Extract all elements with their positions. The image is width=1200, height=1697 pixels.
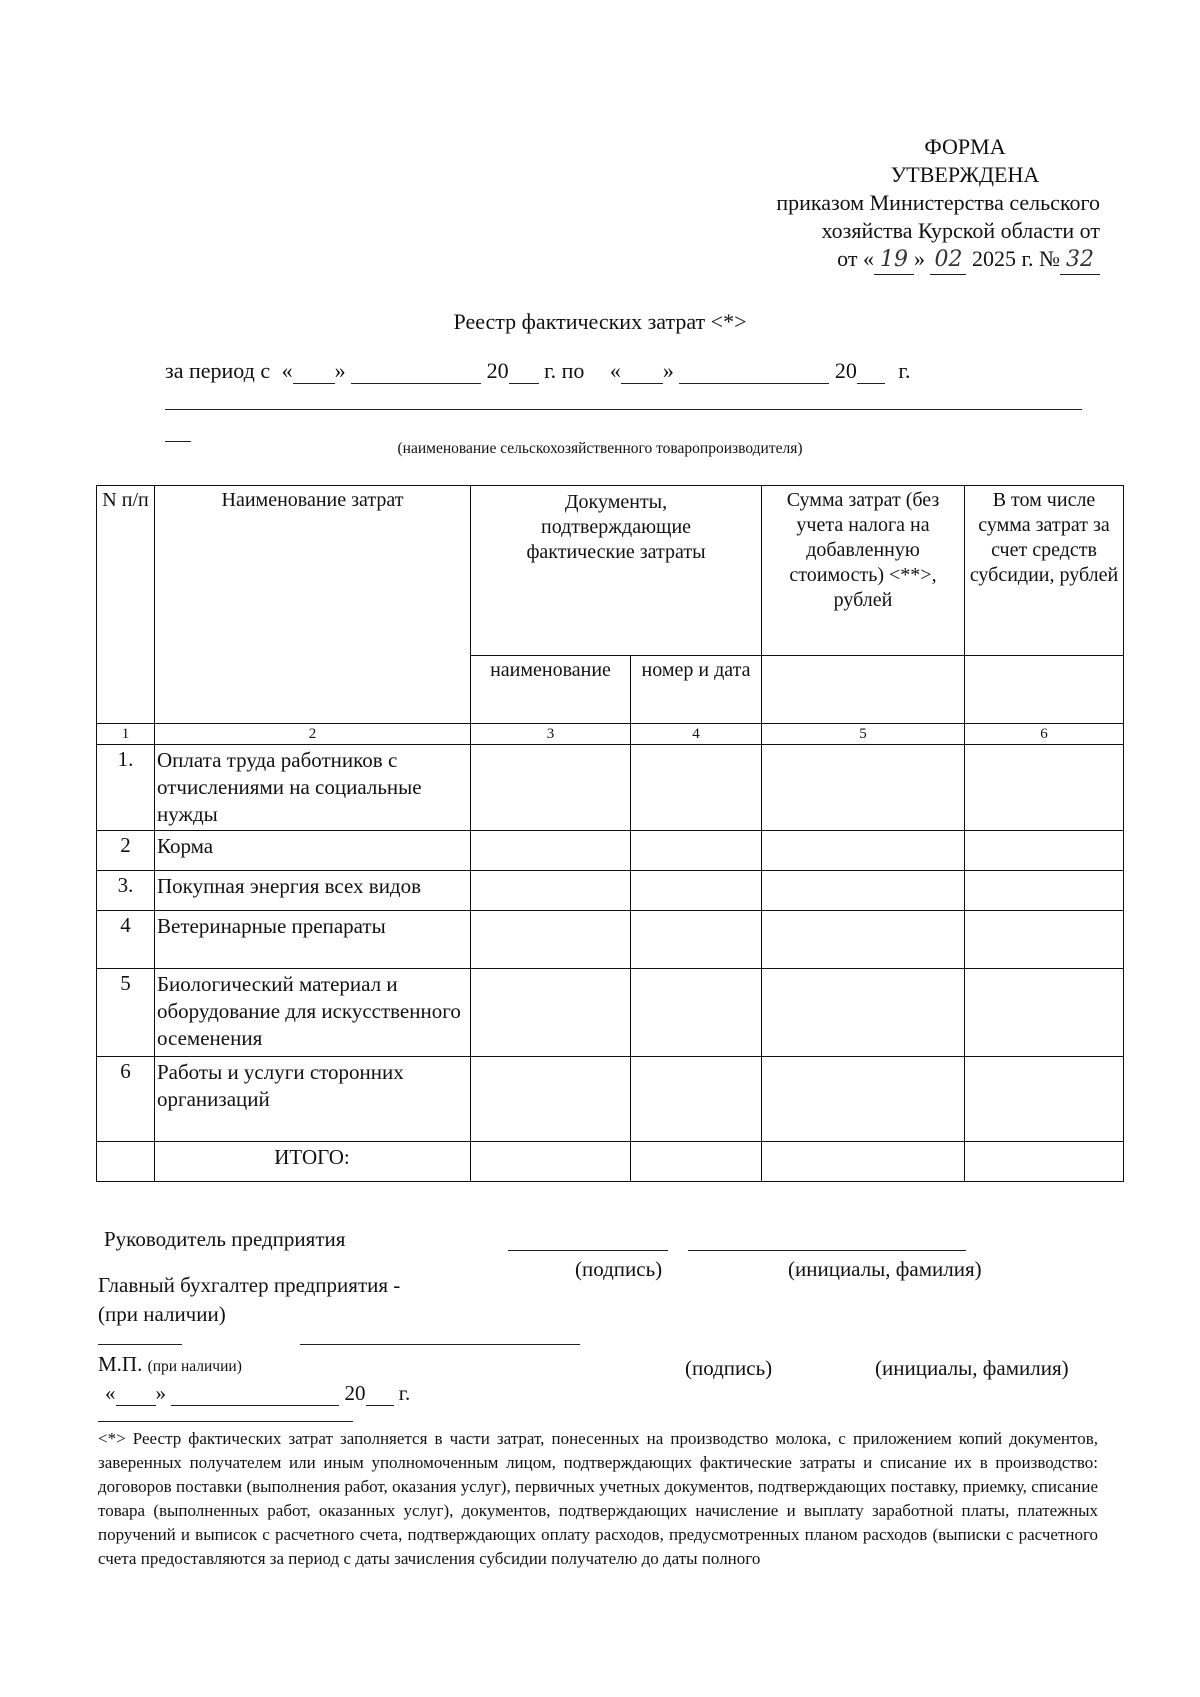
row-num: 2	[97, 831, 155, 871]
head-label: Руководитель предприятия	[104, 1227, 346, 1251]
total-label: ИТОГО:	[155, 1142, 471, 1182]
column-number: 6	[965, 724, 1124, 745]
cell-doc-name	[471, 871, 631, 911]
date-month-blank	[171, 1385, 339, 1406]
cell-doc-name	[471, 745, 631, 831]
column-number: 5	[762, 724, 965, 745]
cell-subsidy	[965, 871, 1124, 911]
stamp-line	[98, 1352, 242, 1377]
header-doc-number-date: номер и дата	[631, 656, 762, 724]
row-cost-name: Работы и услуги сторонних организаций	[155, 1057, 471, 1142]
approval-date-line: от « 19 » 02 2025 г. № 32	[680, 245, 1100, 275]
cell-doc-name	[471, 1057, 631, 1142]
cell-doc-number	[631, 969, 762, 1057]
approval-day: 19	[874, 246, 914, 275]
column-numbers-row	[97, 724, 1124, 745]
head-initials-caption: (инициалы, фамилия)	[788, 1257, 982, 1281]
cell-subsidy	[965, 969, 1124, 1057]
table-total-row	[97, 1142, 1124, 1182]
period-from-day-blank	[293, 361, 335, 384]
row-num: 4	[97, 911, 155, 969]
date-line: « » 20 г.	[105, 1381, 411, 1405]
total-sum	[762, 1142, 965, 1182]
cell-subsidy	[965, 831, 1124, 871]
footnote-separator	[98, 1421, 353, 1422]
cell-sum	[762, 911, 965, 969]
cell-doc-number	[631, 745, 762, 831]
cell-doc-number	[631, 911, 762, 969]
table-row	[97, 1057, 1124, 1142]
table-row	[97, 745, 1124, 831]
page-title: Реестр фактических затрат <*>	[453, 309, 747, 334]
header-doc-name: наименование	[471, 656, 631, 724]
period-line: за период с « » 20 г. по « » 20 г.	[165, 358, 911, 383]
cell-sum	[762, 969, 965, 1057]
accountant-initials-line	[300, 1344, 580, 1345]
accountant-if-any: (при наличии)	[98, 1302, 226, 1326]
cell-doc-number	[631, 871, 762, 911]
row-cost-name: Покупная энергия всех видов	[155, 871, 471, 911]
cell-doc-number	[631, 831, 762, 871]
header-empty-cell	[965, 656, 1124, 724]
cell-sum	[762, 871, 965, 911]
cost-registry-table	[96, 485, 1124, 1182]
cell-doc-name	[471, 969, 631, 1057]
approval-month: 02	[930, 246, 966, 275]
approval-form-label: ФОРМА	[924, 134, 1006, 159]
row-cost-name: Оплата труда работников с отчислениями на социальные нужды	[155, 745, 471, 831]
cell-sum	[762, 1057, 965, 1142]
cell-sum	[762, 831, 965, 871]
period-from-month-blank	[351, 361, 481, 384]
header-num: N п/п	[97, 486, 155, 724]
row-num: 6	[97, 1057, 155, 1142]
column-number: 4	[631, 724, 762, 745]
cell-sum	[762, 745, 965, 831]
column-number: 1	[97, 724, 155, 745]
cell-subsidy	[965, 911, 1124, 969]
header-subsidy: В том числе сумма затрат за счет средств субсидии, рублей	[965, 486, 1124, 656]
row-num: 3.	[97, 871, 155, 911]
total-doc-name	[471, 1142, 631, 1182]
table-row	[97, 911, 1124, 969]
footnote-text: <*> Реестр фактических затрат заполняется в части затрат, понесенных на производство молока, с приложением копий документов, заверенных получателем или иным уполномоченным лицом, подтверждающих фактические затраты и списание их в производство: договоров поставки (выполнения работ, оказания услуг), первичных учетных документов, подтверждающих поставку, приемку, списание товара (выполненных работ, оказанных услуг), документов, подтверждающих начисление и выплату заработной платы, платежных поручений и выписок с расчетного счета, подтверждающих оплату расходов, предусмотренных планом расходов (выписки с расчетного счета предоставляются за период с даты зачисления субсидии получателю до даты полного	[98, 1429, 1098, 1568]
column-number: 3	[471, 724, 631, 745]
head-initials-line	[688, 1250, 966, 1251]
table-header-row	[97, 486, 1124, 656]
producer-name-line	[165, 409, 1082, 410]
head-signature-line	[508, 1250, 668, 1251]
accountant-initials-caption: (инициалы, фамилия)	[875, 1356, 1069, 1380]
approval-ministry-line: хозяйства Курской области от	[821, 218, 1100, 243]
period-to-day-blank	[621, 361, 663, 384]
date-day-blank	[116, 1385, 156, 1406]
total-subsidy	[965, 1142, 1124, 1182]
total-num-cell	[97, 1142, 155, 1182]
producer-caption: (наименование сельскохозяйственного товаропроизводителя)	[397, 440, 803, 457]
header-cost-name: Наименование затрат	[155, 486, 471, 724]
total-doc-number	[631, 1142, 762, 1182]
cell-doc-name	[471, 831, 631, 871]
header-empty-cell	[762, 656, 965, 724]
cell-doc-name	[471, 911, 631, 969]
cell-doc-number	[631, 1057, 762, 1142]
accountant-signature-line	[98, 1344, 182, 1345]
accountant-label: Главный бухгалтер предприятия -	[98, 1273, 401, 1297]
row-num: 1.	[97, 745, 155, 831]
row-num: 5	[97, 969, 155, 1057]
head-signature-caption: (подпись)	[575, 1257, 663, 1281]
stamp-if-any: (при наличии)	[147, 1358, 242, 1375]
approval-block	[680, 133, 1100, 275]
table-row	[97, 831, 1124, 871]
stamp-label: М.П.	[98, 1352, 143, 1376]
cell-subsidy	[965, 745, 1124, 831]
approval-approved-label: УТВЕРЖДЕНА	[890, 162, 1040, 187]
period-to-month-blank	[679, 361, 829, 384]
approval-number: 32	[1060, 246, 1100, 275]
row-cost-name: Корма	[155, 831, 471, 871]
period-from-year-blank	[509, 361, 539, 384]
cell-subsidy	[965, 1057, 1124, 1142]
row-cost-name: Ветеринарные препараты	[155, 911, 471, 969]
column-number: 2	[155, 724, 471, 745]
accountant-signature-caption: (подпись)	[685, 1356, 773, 1380]
header-documents: Документы, подтверждающие фактические затраты	[471, 486, 762, 656]
approval-order-line: приказом Министерства сельского	[776, 190, 1100, 215]
header-sum: Сумма затрат (без учета налога на добавленную стоимость) <**>, рублей	[762, 486, 965, 656]
date-year-blank	[366, 1385, 394, 1406]
row-cost-name: Биологический материал и оборудование для искусственного осеменения	[155, 969, 471, 1057]
table-row	[97, 969, 1124, 1057]
period-to-year-blank	[857, 361, 885, 384]
table-row	[97, 871, 1124, 911]
